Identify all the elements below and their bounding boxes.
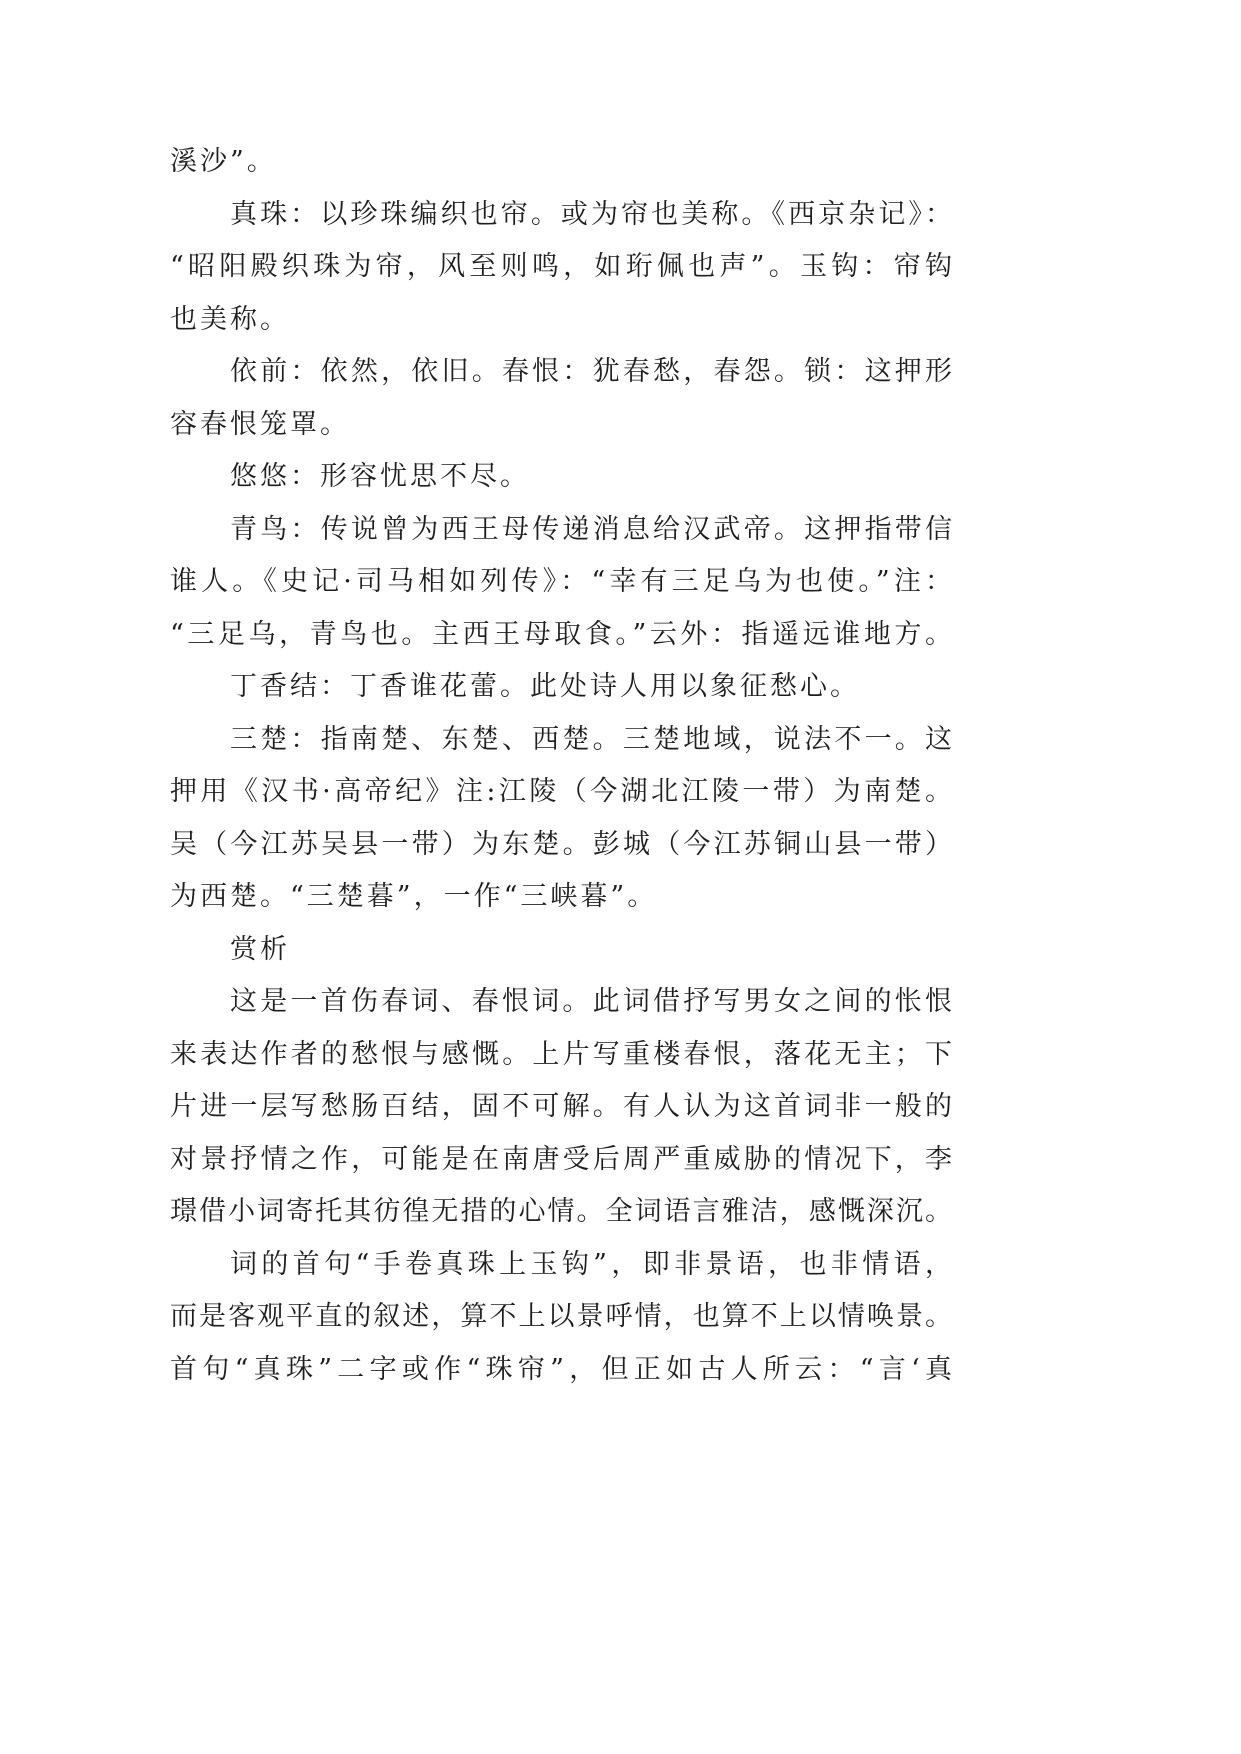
- paragraph: [170, 346, 952, 451]
- text-line: 悠悠：形容忧思不尽。: [230, 461, 530, 492]
- text-line: 依前：依然，依旧。春恨：犹春愁，春怨。锁：这押形: [230, 356, 952, 387]
- paragraph: [170, 714, 952, 924]
- text-line: 这是一首伤春词、春恨词。此词借抒写男女之间的怅恨: [230, 986, 952, 1017]
- text-line: 吴（今江苏吴县一带）为东楚。彭城（今江苏铜山县一带）: [170, 828, 952, 860]
- text-line: 真珠：以珍珠编织也帘。或为帘也美称。《西京杂记》：: [230, 198, 952, 230]
- text-line: 为西楚。“三楚暮”，一作“三峡暮”。: [170, 881, 658, 912]
- text-line: 青鸟：传说曾为西王母传递消息给汉武帝。这押指带信: [230, 513, 952, 545]
- paragraph: [170, 504, 952, 662]
- text-line: 三楚：指南楚、东楚、西楚。三楚地域，说法不一。这: [230, 723, 952, 755]
- text-line: 来表达作者的愁恨与感慨。上片写重楼春恨，落花无主；下: [170, 1038, 952, 1070]
- paragraph: [170, 189, 952, 347]
- text-line: 容春恨笼罩。: [170, 408, 350, 440]
- paragraph: [170, 976, 952, 1239]
- text-line: 对景抒情之作，可能是在南唐受后周严重威胁的情况下，李: [170, 1143, 952, 1175]
- text-line: 丁香结：丁香谁花蕾。此处诗人用以象征愁心。: [230, 671, 860, 702]
- text-line: 首句“真珠”二字或作“珠帘”，但正如古人所云：“言‘真: [170, 1353, 952, 1385]
- text-line: 溪沙”。: [170, 146, 277, 177]
- text-line: 而是客观平直的叙述，算不上以景呼情，也算不上以情唤景。: [170, 1301, 952, 1332]
- text-line: 押用《汉书·高帝纪》注:江陵（今湖北江陵一带）为南楚。: [170, 776, 952, 807]
- paragraph: [170, 1239, 952, 1397]
- text-line: “三足乌，青鸟也。主西王母取食。”云外：指遥远谁地方。: [170, 618, 952, 650]
- section-heading-text: 赏析: [230, 933, 290, 965]
- paragraph: [170, 451, 952, 504]
- paragraph: [170, 136, 952, 189]
- text-line: 谁人。《史记·司马相如列传》：“幸有三足乌为也使。”注：: [170, 566, 952, 597]
- paragraph: [170, 661, 952, 714]
- text-line: 词的首句“手卷真珠上玉钩”，即非景语，也非情语，: [230, 1248, 952, 1280]
- body-text: [170, 136, 952, 1396]
- text-line: “昭阳殿织珠为帘，风至则鸣，如珩佩也声”。玉钩：帘钩: [170, 251, 952, 282]
- section-heading: [170, 924, 952, 977]
- text-line: 璟借小词寄托其彷徨无措的心情。全词语言雅洁，感慨深沉。: [170, 1196, 952, 1227]
- text-line: 片进一层写愁肠百结，固不可解。有人认为这首词非一般的: [170, 1091, 952, 1122]
- text-line: 也美称。: [170, 303, 290, 335]
